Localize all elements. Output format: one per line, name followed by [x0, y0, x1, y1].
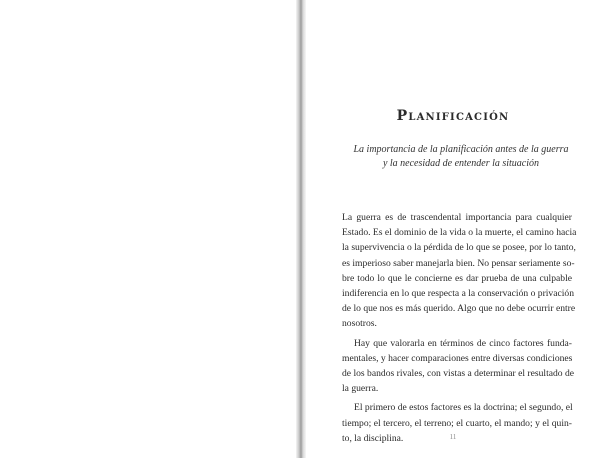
- text-line: Hay que valorarla en términos de cinco factores funda-: [354, 337, 572, 349]
- text-line: El primero de estos factores es la doctrina; el segundo, el: [354, 402, 573, 414]
- left-page-blank: [0, 0, 296, 458]
- subtitle-line: La importancia de la planificación antes de la guerra: [353, 144, 569, 155]
- text-line: Estado. Es el dominio de la vida o la muerte, el camino hacia: [342, 227, 577, 239]
- text-line: mentales, y hacer comparaciones entre diversas condiciones: [342, 352, 573, 364]
- body-text: [342, 210, 577, 446]
- text-line: tiempo; el tercero, el terreno; el cuarto, el mando; y el quin-: [342, 417, 572, 429]
- text-line: to, la disciplina.: [342, 432, 404, 444]
- text-line: la guerra.: [342, 383, 379, 395]
- text-line: indiferencia en lo que respecta a la conservación o privación: [342, 288, 575, 300]
- chapter-title: Planificación: [396, 108, 510, 124]
- subtitle-line: y la necesidad de entender la situación: [382, 158, 540, 169]
- right-page: [306, 0, 600, 458]
- text-line: de los bandos rivales, con vistas a determinar el resultado de: [342, 368, 575, 380]
- text-line: bre todo lo que le concierne es dar prueba de una culpable: [342, 272, 572, 284]
- text-line: La guerra es de trascendental importancia para cualquier: [342, 212, 572, 223]
- text-line: es imperioso saber manejarla bien. No pensar seriamente so-: [342, 257, 575, 269]
- text-line: nosotros.: [342, 318, 377, 330]
- page-number: 11: [449, 433, 457, 441]
- chapter-subtitle: [346, 143, 576, 171]
- book-gutter: [296, 0, 306, 458]
- text-line: de lo que nos es más querido. Algo que no debe ocurrir entre: [342, 303, 576, 315]
- text-line: la supervivencia o la pérdida de lo que se posee, por lo tanto,: [342, 242, 576, 254]
